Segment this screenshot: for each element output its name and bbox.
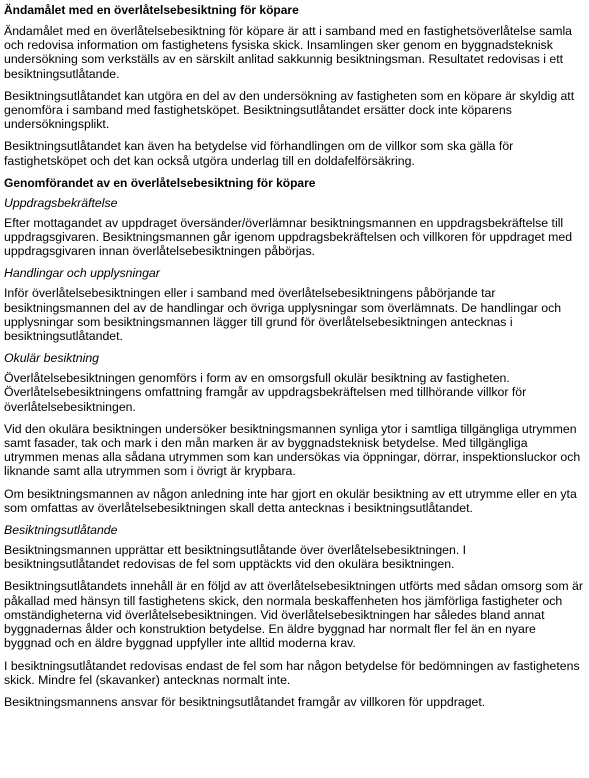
subheading-inspection-report: Besiktningsutlåtande (4, 523, 118, 538)
paragraph: Besiktningsutlåtandet kan även ha betydelse vid förhandlingen om de villkor som ska gälla för fastighetsköpet och det kan också utgöra underlag till en doldafelförsäkring. (4, 139, 514, 168)
paragraph: Vid den okulära besiktningen undersöker besiktningsmannen synliga ytor i samtliga tillgängliga utrymmen samt fasader, tak och mark i den mån marken är av byggnadsteknisk betydelse. Med tillgängliga utrymmen menas alla sådana utrymmen som kan undersökas via öppningar, dörrar, inspektionsluckor och liknande samt alla utrymmen som i övrigt är krypbara. (4, 421, 581, 479)
paragraph: Ändamålet med en överlåtelsebesiktning för köpare är att i samband med en fastighetsöverlåtelse samla och redovisa information om fastighetens fysiska skick. Insamlingen sker genom en byggnadsteknisk undersökning som verkställs av en särskilt anlitad sakkunnig besiktningsman. Resultatet redovisas i ett besiktningsutlåtande. (4, 24, 573, 81)
document-page (0, 3, 589, 709)
section-heading-purpose: Ändamålet med en överlåtelsebesiktning för köpare (4, 3, 299, 17)
paragraph: I besiktningsutlåtandet redovisas endast de fel som har någon betydelse för bedömningen av fastighetens skick. Mindre fel (skavanker) antecknas normalt inte. (4, 658, 580, 687)
paragraph: Besiktningsutlåtandets innehåll är en följd av att överlåtelsebesiktningen utförts med sådan omsorg som är påkallad med hänsyn till fastighetens skick, den normala beskaffenheten hos jämförliga fastigheter och omständigheterna vid överlåtelsebesiktningen. Vid överlåtelsebesiktningen har således bland annat byggnadernas ålder och konstruktion betydelse. En äldre byggnad har normalt fler fel än en nyare byggnad och en äldre byggnad uppfyller inte alltid moderna krav. (4, 579, 583, 651)
paragraph: Besiktningsmannen upprättar ett besiktningsutlåtande över överlåtelsebesiktningen. I besiktningsutlåtandet redovisas de fel som upptäckts vid den okulära besiktningen. (4, 543, 467, 572)
paragraph: Om besiktningsmannen av någon anledning inte har gjort en okulär besiktning av ett utrymme eller en yta som omfattas av överlåtelsebesiktningen skall detta antecknas i besiktningsutlåtandet. (4, 486, 577, 515)
paragraph: Inför överlåtelsebesiktningen eller i samband med överlåtelsebesiktningens påbörjande tar besiktningsmannen del av de handlingar och övriga upplysningar som överlämnats. De handlingar och upplysningar som besiktningsmannen lägger till grund för överlåtelsebesiktningen antecknas i besiktningsutlåtandet. (4, 286, 562, 344)
section-heading-execution: Genomförandet av en överlåtelsebesiktning för köpare (4, 175, 316, 190)
subheading-documents-information: Handlingar och upplysningar (4, 266, 160, 281)
subheading-assignment-confirmation: Uppdragsbekräftelse (4, 195, 118, 210)
subheading-visual-inspection: Okulär besiktning (4, 351, 100, 366)
paragraph: Besiktningsmannens ansvar för besiktningsutlåtandet framgår av villkoren för uppdraget. (4, 694, 486, 709)
paragraph: Efter mottagandet av uppdraget översänder/överlämnar besiktningsmannen en uppdragsbekräftelse till uppdragsgivaren. Besiktningsmannen går igenom uppdragsbekräftelsen och villkoren för uppdraget med uppdragsgivaren innan överlåtelsebesiktningen påbörjas. (4, 215, 573, 259)
paragraph: Besiktningsutlåtandet kan utgöra en del av den undersökning av fastigheten som en köpare är skyldig att genomföra i samband med fastighetsköpet. Besiktningsutlåtandet ersätter dock inte köparens undersökningsplikt. (4, 88, 575, 132)
paragraph: Överlåtelsebesiktningen genomförs i form av en omsorgsfull okulär besiktning av fastigheten. Överlåtelsebesiktningens omfattning framgår av uppdragsbekräftelsen med tillhörande villkor för överlåtelsebesiktningen. (4, 371, 527, 414)
